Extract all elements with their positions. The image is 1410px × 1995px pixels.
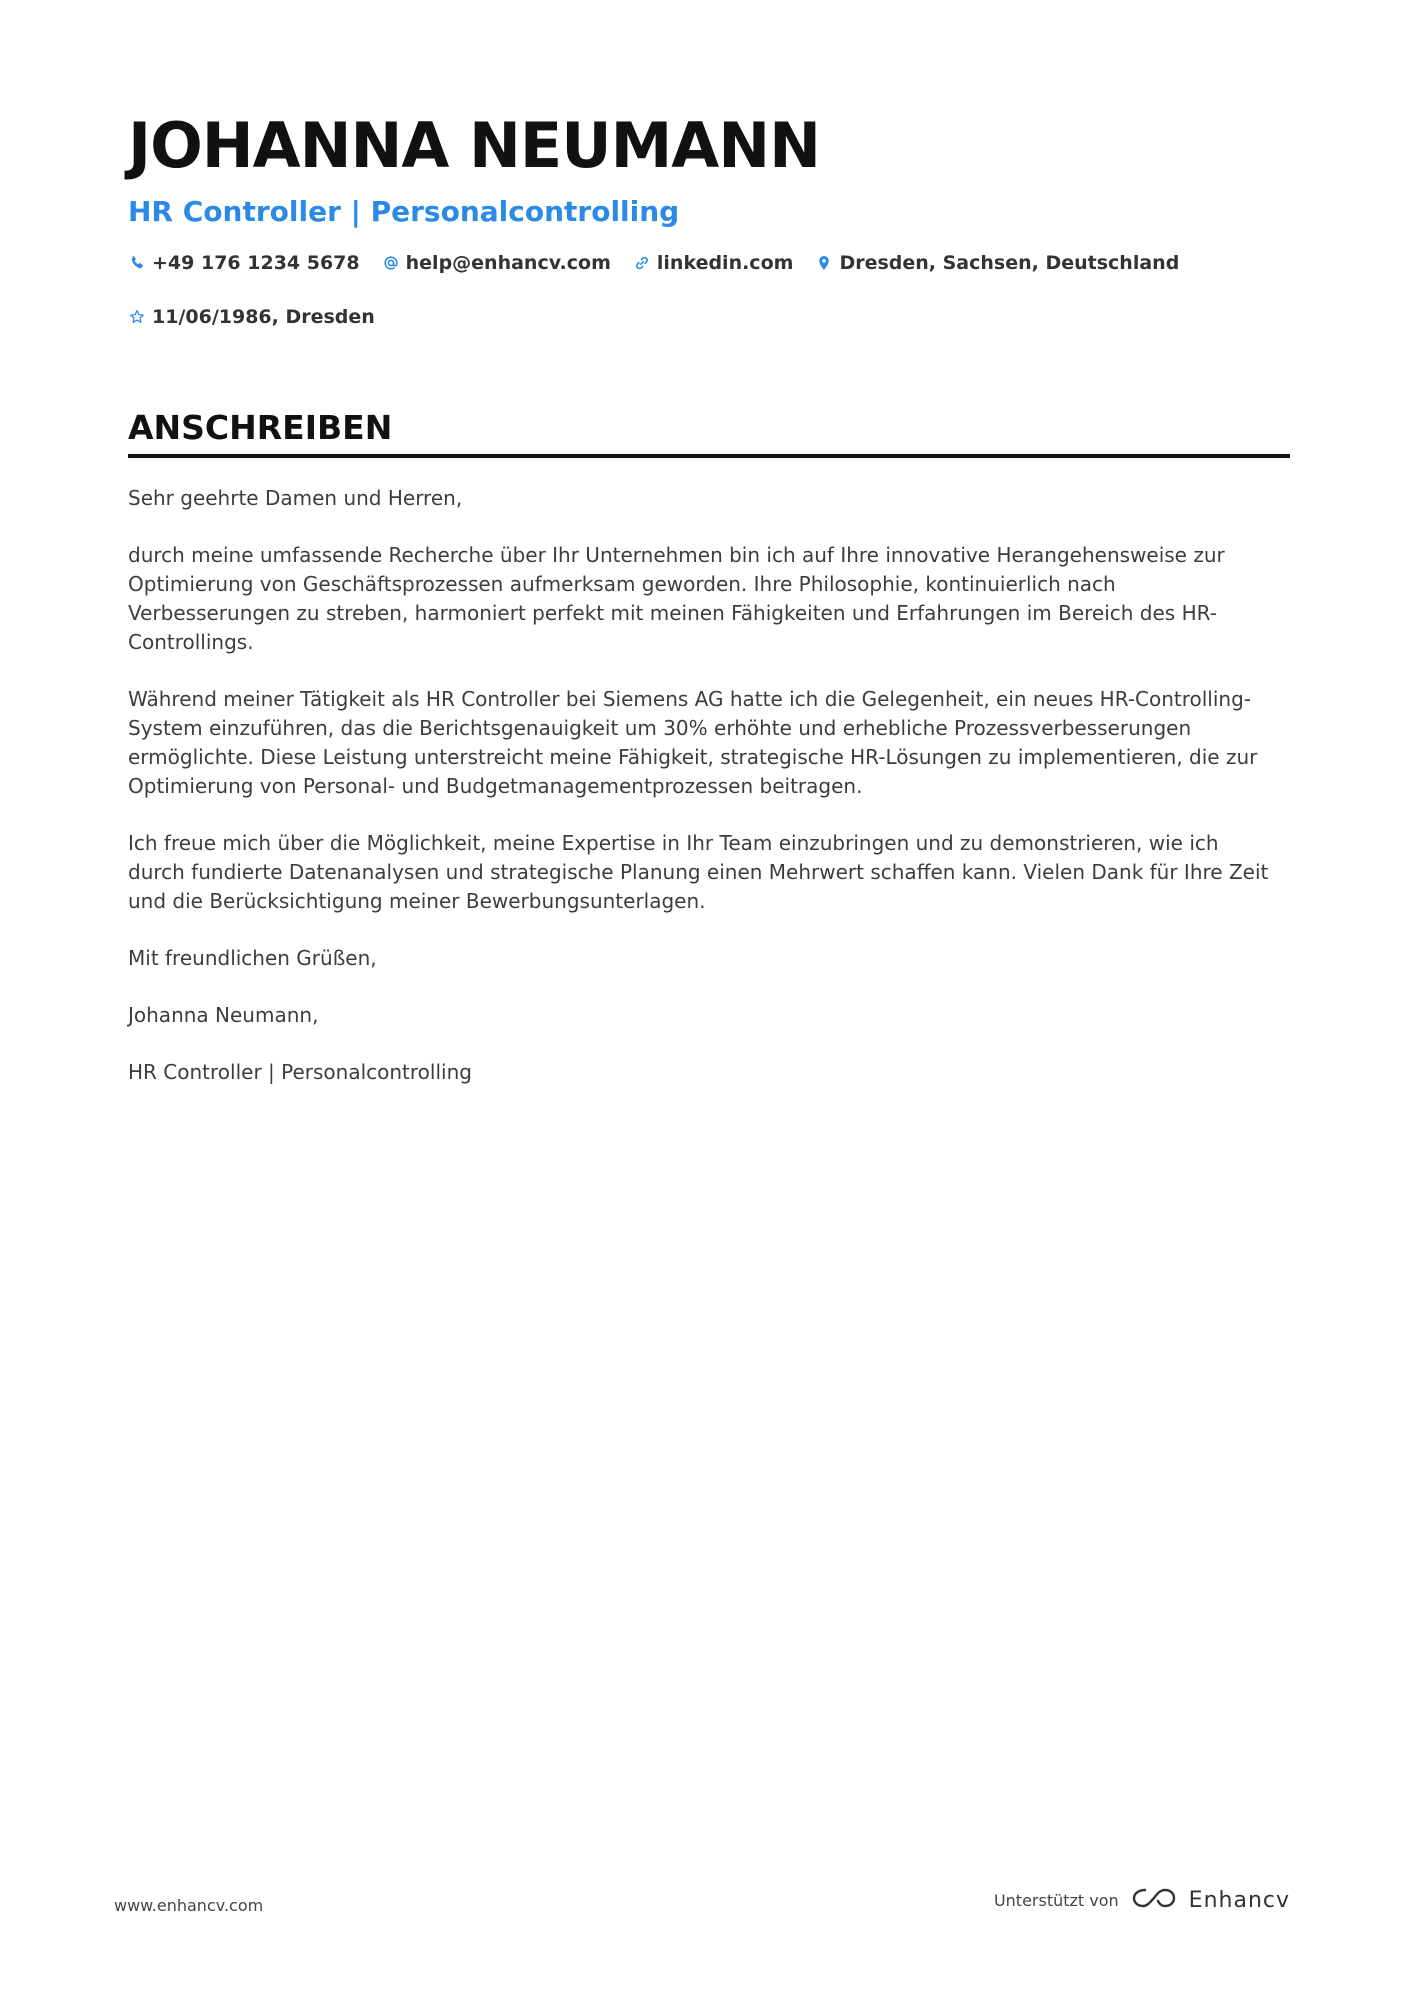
link-icon [633, 254, 651, 272]
applicant-name: JOHANNA NEUMANN [128, 109, 821, 182]
section-title: ANSCHREIBEN [128, 408, 393, 447]
contact-phone [128, 250, 360, 276]
location-text: Dresden, Sachsen, Deutschland [839, 252, 1180, 274]
enhancv-logo-icon [1131, 1884, 1189, 1916]
section-divider [128, 454, 1290, 458]
contact-info [128, 250, 1288, 330]
star-icon [128, 308, 146, 326]
linkedin-link[interactable]: linkedin.com [656, 252, 794, 274]
phone-number: +49 176 1234 5678 [152, 252, 360, 274]
phone-icon [128, 254, 146, 272]
letter-paragraph: durch meine umfassende Recherche über Ihr Unternehmen bin ich auf Ihre innovative Herangehensweise zur Optimierung von Geschäftsprozessen aufmerksam geworden. Ihre Philosophie, kontinuierlich nach Verbesserungen zu streben, harmoniert perfekt mit meinen Fähigkeiten und Erfahrungen im Bereich des HR-Controllings. [128, 543, 1225, 654]
email-address[interactable]: help@enhancv.com [405, 252, 611, 274]
cover-letter-section [128, 406, 1290, 1115]
header [128, 108, 1288, 330]
salutation: Sehr geehrte Damen und Herren, [128, 486, 463, 510]
contact-location [815, 250, 1179, 276]
signature-title: HR Controller | Personalcontrolling [128, 1060, 472, 1084]
birthdate-text: 11/06/1986, Dresden [152, 306, 375, 328]
contact-email[interactable] [382, 250, 611, 276]
powered-by-label: Unterstützt von [993, 1890, 1119, 1910]
signature-name: Johanna Neumann, [128, 1003, 319, 1027]
brand-name: Enhancv [1188, 1887, 1290, 1913]
contact-linkedin[interactable] [633, 250, 794, 276]
letter-paragraph: Ich freue mich über die Möglichkeit, meine Expertise in Ihr Team einzubringen und zu demonstrieren, wie ich durch fundierte Datenanalysen und strategische Planung einen Mehrwert schaffen kann. Vielen Dank für Ihre Zeit und die Berücksichtigung meiner Bewerbungsunterlagen. [128, 831, 1269, 913]
footer-branding [994, 1884, 1290, 1916]
location-pin-icon [815, 254, 833, 272]
letter-body [128, 484, 1278, 1087]
closing: Mit freundlichen Grüßen, [128, 946, 377, 970]
contact-birthdate [128, 304, 375, 330]
footer-website[interactable]: www.enhancv.com [114, 1896, 264, 1915]
letter-paragraph: Während meiner Tätigkeit als HR Controller bei Siemens AG hatte ich die Gelegenheit, ein neues HR-Controlling-System einzuführen, das die Berichtsgenauigkeit um 30% erhöhte und erhebliche Prozessverbesserungen ermöglichte. Diese Leistung unterstreicht meine Fähigkeit, strategische HR-Lösungen zu implementieren, die zur Optimierung von Personal- und Budgetmanagementprozessen beitragen. [128, 687, 1258, 798]
job-title: HR Controller | Personalcontrolling [128, 195, 680, 228]
at-icon [382, 254, 400, 272]
